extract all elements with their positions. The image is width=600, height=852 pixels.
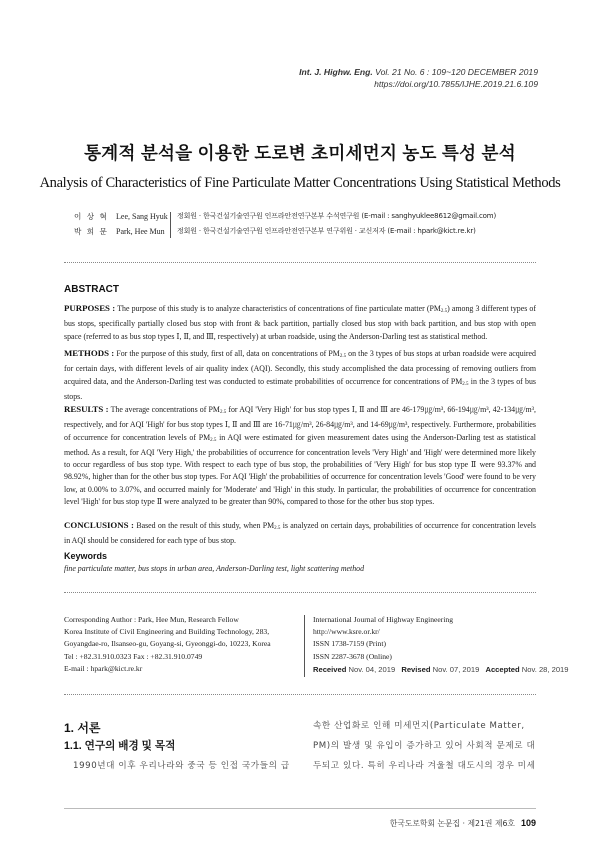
conclusions-label: CONCLUSIONS : [64,520,134,530]
subscript: 2.5 [462,381,469,387]
author-name-en: Lee, Sang Hyuk [116,212,168,221]
contact-divider [304,615,305,677]
correspondence-line: Korea Institute of Civil Engineering and Building Technology, 283, [64,627,270,637]
title-english: Analysis of Characteristics of Fine Particulate Matter Concentrations Using Statistical Methods [39,175,561,191]
title-korean: 통계적 분석을 이용한 도로변 초미세먼지 농도 특성 분석 [84,143,516,163]
journal-abbrev: Int. J. Highw. Eng. [299,67,373,77]
received-date: Nov. 04, 2019 [348,665,396,674]
divider [64,262,536,263]
doi-link[interactable]: https://doi.org/10.7855/IJHE.2019.21.6.109 [374,79,538,89]
keywords-heading: Keywords [64,551,108,561]
body-text-line: 두되고 있다. 특히 우리나라 겨울철 대도시의 경우 미세 [313,761,536,771]
divider [64,694,536,695]
purposes-text: ) among 3 different types of bus stops, specifically partially closed bus stop with front & back partition, partially closed bus stop with back partition, and bus stop with open space (referred to as bus stop types Ⅰ, Ⅱ, and Ⅲ, respectively) at urban roadside, using the Anderson-Darling test as statistical method. [64,304,537,341]
divider [64,592,536,593]
methods-label: METHODS : [64,348,115,358]
author-name-ko: 박 희 문 [74,227,109,236]
results-text: for AQI 'Very High' for bus stop types Ⅰ, Ⅱ and Ⅲ are 46-179㎍/m³, 66-194㎍/m³, 42-134㎍/m³, respectively, and for AQI 'High' for bus stop types Ⅰ, Ⅱ and Ⅲ are 16-71㎍/m³, 26-84㎍/m³, and 14-69㎍/m³, respectively. Furthermore, probabilities of occurrence for concentration levels of PM [64,405,536,442]
abstract-results [64,403,536,508]
page-number: 109 [520,818,536,828]
author-divider [170,212,171,238]
methods-text: in the 3 types of bus stops. [64,376,537,401]
correspondence-block [64,614,300,675]
subscript: 2.5 [274,526,281,531]
journal-header [299,66,538,90]
body-text-line: PM)의 발생 및 유입이 증가하고 있어 사회적 문제로 대 [313,741,536,751]
revised-date: Nov. 07, 2019 [432,665,480,674]
results-label: RESULTS : [64,404,109,414]
volume-info: Vol. 21 No. 6 : 109~120 DECEMBER 2019 [375,67,538,77]
conclusions-text: is analyzed on certain days, probabilities of occurrence for concentration levels in AQI should be considered for each type of bus stop. [64,521,537,546]
journal-info-line: International Journal of Highway Engineering [313,615,454,624]
methods-text: For the purpose of this study, first of all, data on concentrations of PM [116,349,340,358]
journal-info-line: ISSN 2287-3678 (Online) [313,651,392,661]
body-text-line: 속한 산업화로 인해 미세먼지(Particulate Matter, [313,721,525,731]
journal-info-block [313,614,553,663]
correspondence-line: E-mail : hpark@kict.re.kr [64,663,143,673]
footer-journal: 한국도로학회 논문집 · 제21권 제6호 [389,819,515,828]
subscript: 2.5 [219,410,227,415]
conclusions-text: Based on the result of this study, when PM [136,521,275,530]
author-affiliation: 정회원 · 한국건설기술연구원 인프라안전연구본부 수석연구원 (E-mail : sanghyuklee8612@gmail.com) [177,212,497,220]
results-text: in AQI were estimated for given measurement dates using the Anderson-Darling test as statistical method. As a result, for AQI 'Very High,' the probabilities of occurrence for concentration levels 'Very High' and 'High' were determined more likely to occur regardless of bus stop type. With respect to each type of bus stop, the probabilities of 'Very High' for bus stop type Ⅱ were 93.37% and 98.92%, higher than for the other bus stop types. For AQI 'High' the probabilities of occurrence for concentration levels 'Good' were found to be very low, at 0.00% to 3.07%, and occurred mainly for 'Moderate' and 'High' in this study. In particular, the probabilities of occurrence for concentration level 'High' for bus stop type Ⅱ were analyzed to be greater than 90%, compared to those for the other bus stop types. [64,432,536,507]
subsection-title: 1.1. 연구의 배경 및 목적 [64,740,176,752]
keywords-text: fine particulate matter, bus stops in urban area, Anderson-Darling test, light scattering method [64,564,365,573]
body-text-line: 1990년대 이후 우리나라와 중국 등 인접 국가들의 급 [73,761,290,771]
results-text: The average concentrations of PM [110,405,220,414]
author-name-ko: 이 상 혁 [74,212,109,221]
subscript: 2.5 [210,437,217,443]
journal-website-link[interactable]: http://www.ksre.or.kr/ [313,627,380,637]
purposes-text: The purpose of this study is to analyze characteristics of concentrations of fine particulate matter (PM [117,304,441,313]
submission-dates [313,665,573,674]
accepted-date: Nov. 28, 2019 [521,665,569,674]
abstract-purposes [64,302,536,343]
methods-text: on the 3 types of bus stops at urban roadside were acquired for certain days, with different levels of air quality index (AQI). Secondly, this study accomplished the data processing of removing outliers from acquired data, and the Anderson-Darling test was conducted to estimate probabilities of occurrence for concentrations of PM [64,349,536,386]
section-title: 1. 서론 [64,721,101,735]
author-affiliation: 정회원 · 한국건설기술연구원 인프라안전연구본부 연구위원 · 교신저자 (E-mail : hpark@kict.re.kr) [177,227,476,235]
subscript: 2.5 [339,354,347,359]
subscript: 2.5 [440,309,448,314]
accepted-label: Accepted [485,665,520,674]
correspondence-line: Corresponding Author : Park, Hee Mun, Research Fellow [64,615,239,624]
correspondence-line: Tel : +82.31.910.0323 Fax : +82.31.910.0749 [64,651,203,661]
journal-info-line: ISSN 1738-7159 (Print) [313,639,386,649]
received-label: Received [313,665,347,674]
abstract-methods [64,347,536,403]
footer-rule [64,808,536,809]
revised-label: Revised [401,665,431,674]
author-name-en: Park, Hee Mun [116,227,165,236]
purposes-label: PURPOSES : [64,303,116,313]
abstract-conclusions [64,519,536,548]
page-footer [390,818,536,829]
correspondence-line: Goyangdae-ro, Ilsanseo-gu, Goyang-si, Gyeonggi-do, 10223, Korea [64,639,271,649]
abstract-heading: ABSTRACT [64,284,119,295]
